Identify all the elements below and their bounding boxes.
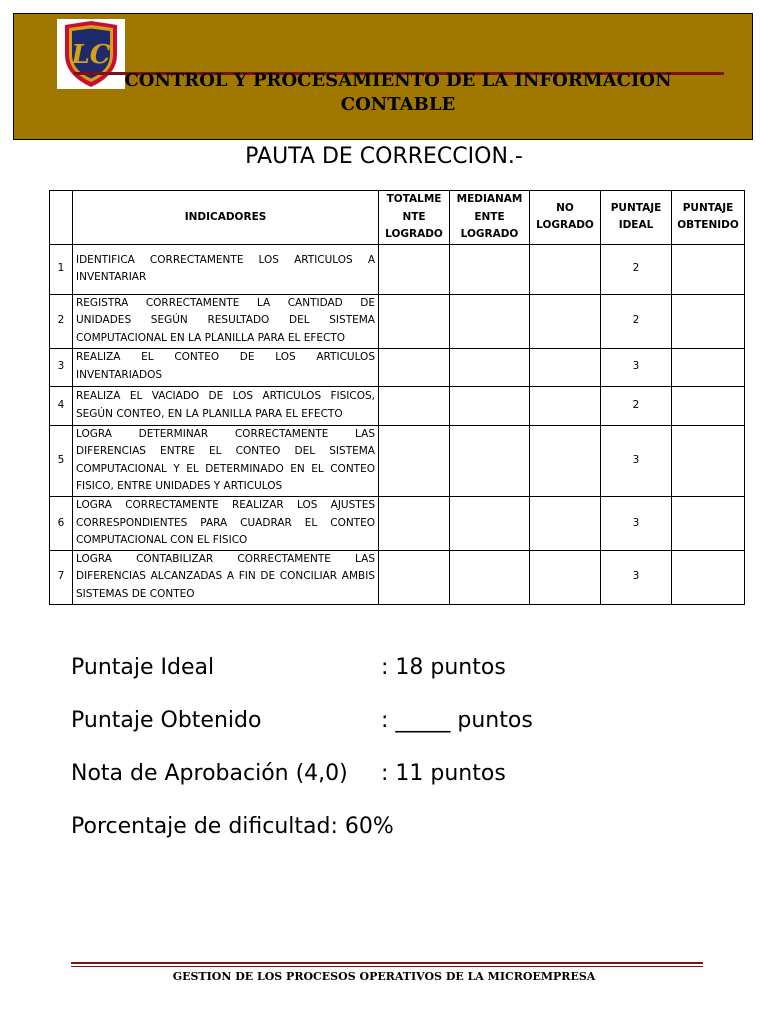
cell-puntaje-obtenido[interactable] xyxy=(672,550,745,604)
cell-no-logrado[interactable] xyxy=(530,496,601,550)
cell-puntaje-obtenido[interactable] xyxy=(672,496,745,550)
indicator-text: REALIZA EL CONTEO DE LOS ARTICULOS INVENTARIADOS xyxy=(73,348,379,386)
indicator-text: LOGRA DETERMINAR CORRECTAMENTE LAS DIFERENCIAS ENTRE EL CONTEO DEL SISTEMA COMPUTACIONAL Y EL DETERMINADO EN EL CONTEO FISICO, ENTRE UNIDADES Y ARTICULOS xyxy=(73,425,379,496)
cell-totalmente[interactable] xyxy=(379,496,450,550)
header-medianamente: MEDIANAM ENTE LOGRADO xyxy=(450,191,530,245)
document-header xyxy=(13,13,753,140)
cell-medianamente[interactable] xyxy=(450,348,530,386)
summary-value: : _____ puntos xyxy=(381,708,533,733)
logo-letters: LC xyxy=(71,40,111,70)
cell-puntaje-obtenido[interactable] xyxy=(672,386,745,425)
cell-medianamente[interactable] xyxy=(450,425,530,496)
indicator-text: IDENTIFICA CORRECTAMENTE LOS ARTICULOS A INVENTARIAR xyxy=(73,244,379,294)
header-num xyxy=(50,191,73,245)
row-number: 3 xyxy=(50,348,73,386)
indicator-text: LOGRA CORRECTAMENTE REALIZAR LOS AJUSTES CORRESPONDIENTES PARA CUADRAR EL CONTEO COMPUTACIONAL CON EL FISICO xyxy=(73,496,379,550)
rubric-table xyxy=(49,190,745,605)
footer-text: GESTION DE LOS PROCESOS OPERATIVOS DE LA MICROEMPRESA xyxy=(172,970,596,983)
cell-no-logrado[interactable] xyxy=(530,386,601,425)
cell-no-logrado[interactable] xyxy=(530,550,601,604)
row-number: 4 xyxy=(50,386,73,425)
header-puntaje-ideal: PUNTAJE IDEAL xyxy=(601,191,672,245)
cell-medianamente[interactable] xyxy=(450,294,530,348)
header-totalmente: TOTALME NTE LOGRADO xyxy=(379,191,450,245)
cell-puntaje-ideal: 2 xyxy=(601,244,672,294)
row-number: 7 xyxy=(50,550,73,604)
cell-puntaje-ideal: 3 xyxy=(601,550,672,604)
cell-medianamente[interactable] xyxy=(450,550,530,604)
cell-puntaje-ideal: 3 xyxy=(601,425,672,496)
table-row xyxy=(50,386,745,425)
cell-no-logrado[interactable] xyxy=(530,348,601,386)
cell-puntaje-ideal: 3 xyxy=(601,496,672,550)
header-title xyxy=(44,69,752,117)
summary-label: Puntaje Obtenido xyxy=(71,708,262,733)
cell-no-logrado[interactable] xyxy=(530,294,601,348)
table-row xyxy=(50,244,745,294)
cell-puntaje-obtenido[interactable] xyxy=(672,244,745,294)
indicator-text: REALIZA EL VACIADO DE LOS ARTICULOS FISICOS, SEGÚN CONTEO, EN LA PLANILLA PARA EL EFECTO xyxy=(73,386,379,425)
cell-no-logrado[interactable] xyxy=(530,425,601,496)
table-row xyxy=(50,496,745,550)
header-puntaje-obtenido: PUNTAJE OBTENIDO xyxy=(672,191,745,245)
summary-value: : 11 puntos xyxy=(381,761,506,786)
table-row xyxy=(50,425,745,496)
row-number: 1 xyxy=(50,244,73,294)
table-row xyxy=(50,294,745,348)
table-header-row xyxy=(50,191,745,245)
row-number: 6 xyxy=(50,496,73,550)
row-number: 5 xyxy=(50,425,73,496)
cell-totalmente[interactable] xyxy=(379,244,450,294)
header-title-line2: CONTABLE xyxy=(340,94,456,115)
cell-medianamente[interactable] xyxy=(450,496,530,550)
cell-puntaje-ideal: 2 xyxy=(601,294,672,348)
footer-rule xyxy=(71,962,703,964)
cell-puntaje-obtenido[interactable] xyxy=(672,294,745,348)
cell-totalmente[interactable] xyxy=(379,294,450,348)
header-indicadores: INDICADORES xyxy=(73,191,379,245)
cell-totalmente[interactable] xyxy=(379,348,450,386)
summary-label: Puntaje Ideal xyxy=(71,655,215,680)
cell-puntaje-obtenido[interactable] xyxy=(672,348,745,386)
cell-totalmente[interactable] xyxy=(379,550,450,604)
cell-puntaje-ideal: 2 xyxy=(601,386,672,425)
cell-totalmente[interactable] xyxy=(379,386,450,425)
cell-puntaje-obtenido[interactable] xyxy=(672,425,745,496)
table-row xyxy=(50,550,745,604)
cell-no-logrado[interactable] xyxy=(530,244,601,294)
summary-value: : 18 puntos xyxy=(381,655,506,680)
table-row xyxy=(50,348,745,386)
page-subtitle: PAUTA DE CORRECCION.- xyxy=(245,144,523,169)
header-title-line1: CONTROL Y PROCESAMIENTO DE LA INFORMACION xyxy=(124,70,672,91)
cell-medianamente[interactable] xyxy=(450,244,530,294)
cell-medianamente[interactable] xyxy=(450,386,530,425)
indicator-text: REGISTRA CORRECTAMENTE LA CANTIDAD DE UNIDADES SEGÚN RESULTADO DEL SISTEMA COMPUTACIONAL EN LA PLANILLA PARA EL EFECTO xyxy=(73,294,379,348)
footer-rule-thin xyxy=(71,966,703,967)
indicator-text: LOGRA CONTABILIZAR CORRECTAMENTE LAS DIFERENCIAS ALCANZADAS A FIN DE CONCILIAR AMBIS SISTEMAS DE CONTEO xyxy=(73,550,379,604)
cell-totalmente[interactable] xyxy=(379,425,450,496)
summary-label: Nota de Aprobación (4,0) xyxy=(71,761,348,786)
header-no-logrado: NO LOGRADO xyxy=(530,191,601,245)
summary-label: Porcentaje de dificultad: 60% xyxy=(71,814,394,839)
cell-puntaje-ideal: 3 xyxy=(601,348,672,386)
row-number: 2 xyxy=(50,294,73,348)
